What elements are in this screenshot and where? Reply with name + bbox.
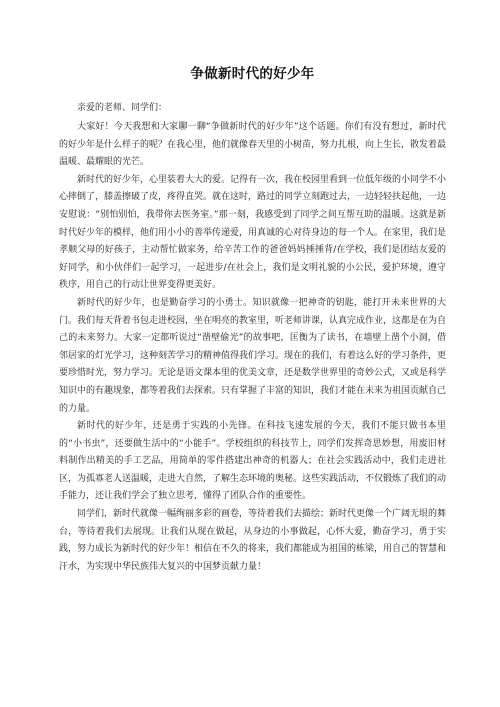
paragraph-study: 新时代的好少年，也是勤奋学习的小勇士。知识就像一把神奇的钥匙，能打开未来世界的大门。我们每天背着书包走进校园，坐在明亮的教室里，听老师讲课，认真完成作业，这都是在为自己的未来努力。大家一定都听说过“凿壁偷光”的故事吧，匡衡为了读书，在墙壁上凿个小洞，借邻居家的灯光学习，这种刻苦学习的精神值得我们学习。现在的我们，有着这么好的学习条件，更要珍惜时光，努力学习。无论是语文课本里的优美文章，还是数学世界里的奇妙公式，又或是科学知识中的有趣现象，都等着我们去探索。只有掌握了丰富的知识，我们才能在未来为祖国贡献自己的力量。 [59, 297, 447, 414]
paragraph-greeting: 大家好！今天我想和大家聊一聊“争做新时代的好少年”这个话题。你们有没有想过，新时代的好少年是什么样子的呢？在我心里，他们就像春天里的小树苗，努力扎根，向上生长，散发着最温暖、最耀眼的光芒。 [59, 122, 447, 168]
document-title: 争做新时代的好少年 [190, 66, 315, 82]
paragraph-conclusion: 同学们，新时代就像一幅绚丽多彩的画卷，等待着我们去描绘；新时代更像一个广阔无垠的舞台，等待着我们去展现。让我们从现在做起，从身边的小事做起，心怀大爱，勤奋学习，勇于实践，努力成长为新时代的好少年！相信在不久的将来，我们都能成为祖国的栋梁，用自己的智慧和汗水，为实现中华民族伟大复兴的中国梦贡献力量！ [59, 509, 447, 572]
salutation: 亲爱的老师、同学们： [77, 103, 168, 113]
paragraph-love: 新时代的好少年，心里装着大大的爱。记得有一次，我在校园里看到一位低年级的小同学不小心摔倒了，膝盖擦破了皮，疼得直哭。就在这时，路过的同学立刻跑过去，一边轻轻扶起他，一边安慰说：“别怕别怕，我带你去医务室。”那一刻，我感受到了同学之间互帮互助的温暖。这就是新时代好少年的模样，他们用小小的善举传递爱，用真诚的心对待身边的每一个人。在家里，我们是孝顺父母的好孩子，主动帮忙做家务，给辛苦工作的爸爸妈妈捶捶背/在学校，我们是团结友爱的好同学，和小伙伴们一起学习，一起进步/在社会上，我们是文明礼貌的小公民，爱护环境，遵守秩序，用自己的行动让世界变得更美好。 [59, 174, 447, 291]
paragraph-practice: 新时代的好少年，还是勇于实践的小先锋。在科技飞速发展的今天，我们不能只做书本里的“小书虫”，还要做生活中的“小能手”。学校组织的科技节上，同学们发挥奇思妙想，用废旧材料制作出精美的手工艺品，用简单的零件搭建出神奇的机器人；在社会实践活动中，我们走进社区，为孤寡老人送温暖，走进大自然，了解生态环境的奥秘。这些实践活动，不仅锻炼了我们的动手能力，还让我们学会了独立思考，懂得了团队合作的重要性。 [59, 421, 447, 502]
